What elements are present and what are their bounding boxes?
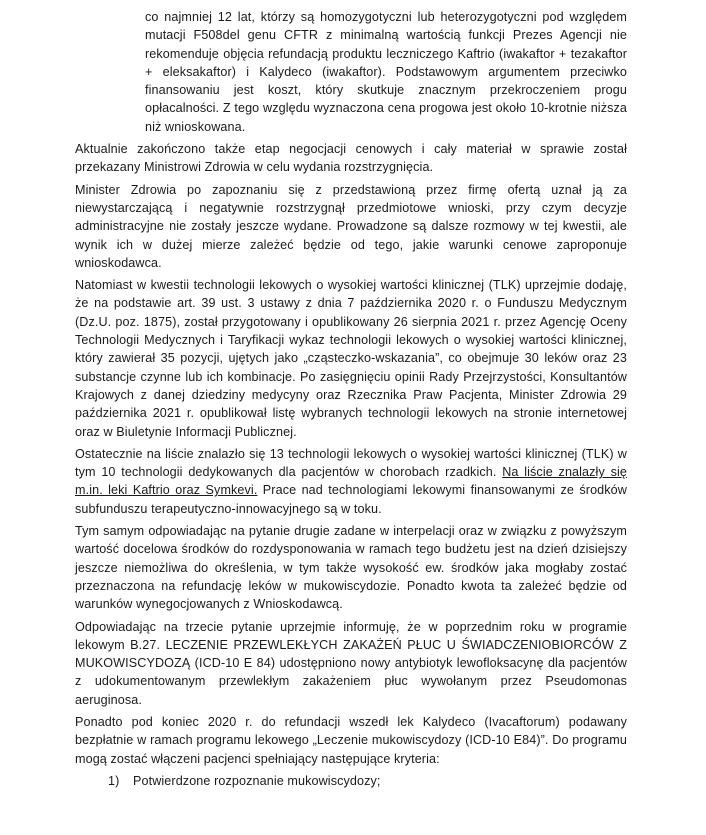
paragraph-budget-answer: Tym samym odpowiadając na pytanie drugie zadane w interpelacji oraz w związku z powyższym wartość docelowa środków do rozdysponowania w ramach tego budżetu jest na dzień dzisiejszy jeszcze niemożliwa do określenia, w tym także wysokość ew. środków jaka mogłaby zostać przeznaczona na refundację leków w mukowiscydozie. Ponadto kwota ta zależeć będzie od warunków wynegocjowanych z Wnioskodawcą. bbox=[75, 524, 627, 612]
paragraph-minister-decision: Minister Zdrowia po zapoznaniu się z przedstawioną przez firmę ofertą uznał ją za niewystarczającą i negatywnie rozstrzygnął przedmiotowe wnioski, przy czym decyzje administracyjne nie zostały jeszcze wydane. Prowadzone są dalsze rozmowy w tej kwestii, ale wynik ich w dużej mierze zależeć będzie od tego, jakie warunki cenowe zaproponuje wnioskodawca. bbox=[75, 182, 627, 270]
paragraph-price-negotiations: Aktualnie zakończono także etap negocjacji cenowych i cały materiał w sprawie został przekazany Ministrowi Zdrowia w celu wydania rozstrzygnięcia. bbox=[75, 142, 627, 175]
tlk-list-outro-text: Prace nad technologiami lekowymi finansowanymi ze środków subfunduszu terapeutyczno-innowacyjnego są w toku. bbox=[75, 483, 627, 516]
paragraph-kalydeco-reimbursement: Ponadto pod koniec 2020 r. do refundacji wszedł lek Kalydeco (Ivacaftorum) podawany bezpłatnie w ramach programu lekowego „Leczenie mukowiscydozy (ICD-10 E84)”. Do programu mogą zostać włączeni pacjenci spełniający następujące kryteria: bbox=[75, 714, 627, 766]
paragraph-drug-program-b27: Odpowiadając na trzecie pytanie uprzejmie informuję, że w poprzednim roku w programie lekowym B.27. LECZENIE PRZEWLEKŁYCH ZAKAŻEŃ PŁUC U ŚWIADCZENIOBIORCÓW Z MUKOWISCYDOZĄ (ICD-10 E 84) udostępniono nowy antybiotyk lewofloksacynę dla pacjentów z udokumentowanym przewlekłym zakażeniem płuc wywołanym przez Pseudomonas aeruginosa. bbox=[75, 619, 627, 707]
tlk-list-intro-text: Ostatecznie na liście znalazło się 13 technologii lekowych o wysokiej wartości klinicznej (TLK) w tym 10 technologii dedykowanych dla pacjentów w chorobach rzadkich. bbox=[75, 446, 627, 480]
list-item-text: Potwierdzone rozpoznanie mukowiscydozy; bbox=[133, 773, 381, 788]
criteria-list-item-1 bbox=[75, 772, 627, 790]
paragraph-tlk-list: Natomiast w kwestii technologii lekowych o wysokiej wartości klinicznej (TLK) uprzejmie dodaję, że na podstawie art. 39 ust. 3 ustawy z dnia 7 października 2020 r. o Funduszu Medycznym (Dz.U. poz. 1875), został przygotowany i opublikowany 26 sierpnia 2021 r. przez Agencję Oceny Technologii Medycznych i Taryfikacji wykaz technologii lekowych o wysokiej wartości klinicznej, który zawierał 35 pozycji, ujętych jako „cząsteczko-wskazania”, co obejmuje 30 leków oraz 23 substancje czynne lub ich kombinacje. Po zasięgnięciu opinii Rady Przejrzystości, Konsultantów Krajowych z danej dziedziny medycyny oraz Rzecznika Praw Pacjenta, Minister Zdrowia 29 października 2021 r. opublikował listę wybranych technologii lekowych na stronie internetowej oraz w Biuletynie Informacji Publicznej. bbox=[75, 278, 627, 439]
kaftrio-symkevi-underlined-text: Na liście znalazły się m.in. leki Kaftrio oraz Symkevi. bbox=[75, 465, 627, 498]
paragraph-cftr-recommendation: co najmniej 12 lat, którzy są homozygotyczni lub heterozygotyczni pod względem mutacji F508del genu CFTR z minimalną wartością funkcji Prezes Agencji nie rekomenduje objęcia refundacją produktu leczniczego Kaftrio (iwakaftor + tezakaftor + eleksakaftor) i Kalydeco (iwakaftor). Podstawowym argumentem przeciwko finansowaniu jest koszt, który skutkuje znacznym przekroczeniem progu opłacalności. Z tego względu wyznaczona cena progowa jest około 10-krotnie niższa niż wnioskowana. bbox=[145, 10, 627, 134]
paragraph-final-tlk-list bbox=[75, 445, 627, 518]
list-item-number: 1) bbox=[108, 773, 120, 788]
